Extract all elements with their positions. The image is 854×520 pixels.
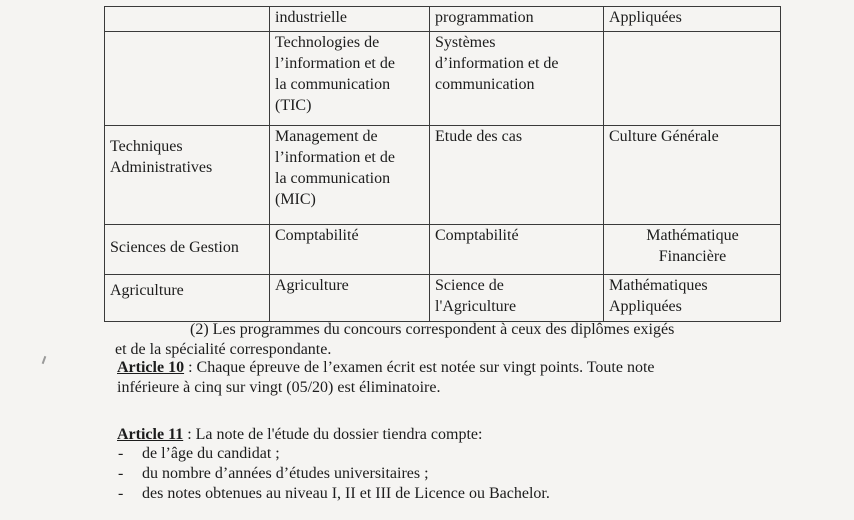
article-10-label: Article 10 bbox=[117, 359, 185, 376]
table-row bbox=[105, 32, 781, 126]
bullet-dash: - bbox=[118, 465, 124, 482]
article-11-intro bbox=[117, 425, 482, 445]
list-item: des notes obtenues au niveau I, II et III de Licence ou Bachelor. bbox=[142, 485, 550, 502]
table-cell: Management de l’information et de la communication (MIC) bbox=[270, 126, 430, 225]
table-cell: programmation bbox=[430, 7, 604, 32]
section-cell: Techniques Administratives bbox=[105, 126, 270, 225]
table-cell: Systèmes d’information et de communication bbox=[430, 32, 604, 126]
table-row bbox=[105, 126, 781, 225]
article-10-line-2: inférieure à cinq sur vingt (05/20) est éliminatoire. bbox=[117, 379, 441, 396]
table-row bbox=[105, 275, 781, 322]
article-11-label: Article 11 bbox=[117, 426, 184, 443]
table-cell: Etude des cas bbox=[430, 126, 604, 225]
article-10-text: : Chaque épreuve de l’examen écrit est notée sur vingt points. Toute note bbox=[184, 359, 655, 376]
bullet-dash: - bbox=[118, 485, 124, 502]
table-cell bbox=[604, 32, 781, 126]
list-item: du nombre d’années d’études universitaires ; bbox=[142, 465, 429, 482]
table-cell: Mathématique Financière bbox=[604, 225, 781, 275]
bullet-dash: - bbox=[118, 445, 124, 462]
table-cell: Comptabilité bbox=[270, 225, 430, 275]
table-cell: Culture Générale bbox=[604, 126, 781, 225]
table-cell: Technologies de l’information et de la communication (TIC) bbox=[270, 32, 430, 126]
table-row bbox=[105, 225, 781, 275]
table-row bbox=[105, 7, 781, 32]
article-10-line-1 bbox=[117, 358, 655, 378]
programmes-table bbox=[104, 6, 781, 322]
section-cell bbox=[105, 7, 270, 32]
scan-speck bbox=[42, 356, 47, 364]
section-cell bbox=[105, 32, 270, 126]
table-cell: Appliquées bbox=[604, 7, 781, 32]
table-cell: Mathématiques Appliquées bbox=[604, 275, 781, 322]
note-2-line-1: (2) Les programmes du concours correspondent à ceux des diplômes exigés bbox=[190, 321, 675, 338]
section-cell: Sciences de Gestion bbox=[105, 225, 270, 275]
article-11-text: : La note de l'étude du dossier tiendra compte: bbox=[183, 426, 483, 443]
table-cell: Science de l'Agriculture bbox=[430, 275, 604, 322]
table-cell: Comptabilité bbox=[430, 225, 604, 275]
note-2-line-2: et de la spécialité correspondante. bbox=[115, 341, 332, 358]
list-item: de l’âge du candidat ; bbox=[142, 445, 280, 462]
section-cell: Agriculture bbox=[105, 275, 270, 322]
table-cell: Agriculture bbox=[270, 275, 430, 322]
table-cell: industrielle bbox=[270, 7, 430, 32]
